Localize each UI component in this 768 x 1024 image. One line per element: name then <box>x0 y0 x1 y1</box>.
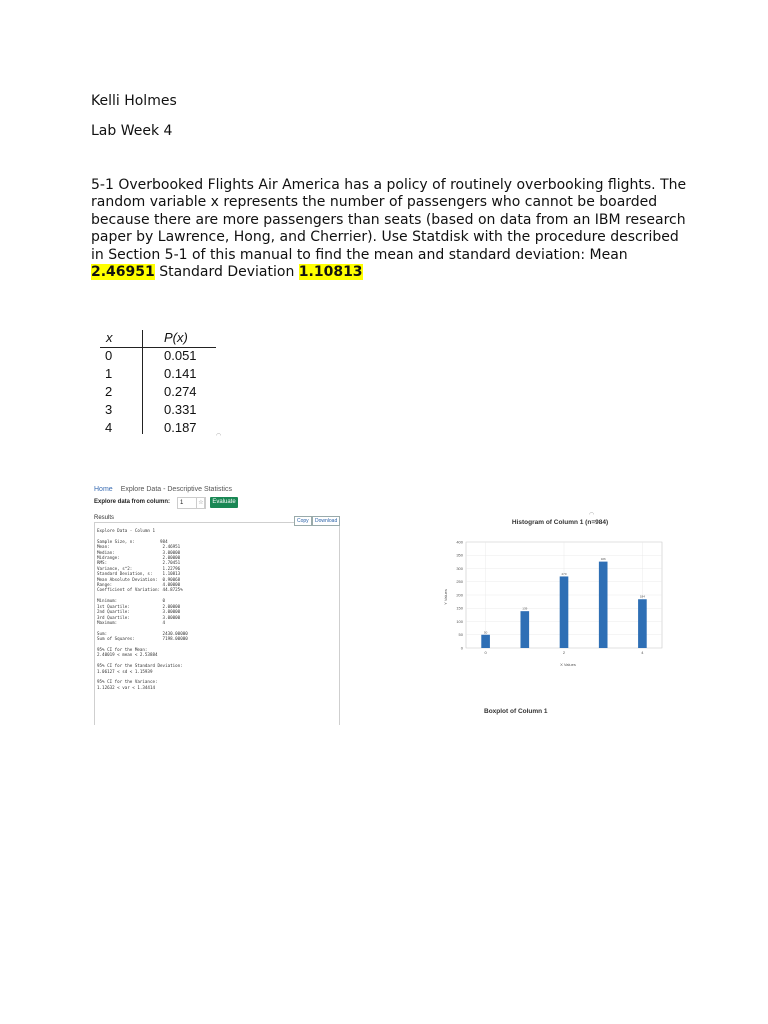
table-row-p: 0.274 <box>164 384 197 399</box>
y-tick-label: 100 <box>456 618 463 624</box>
column-select[interactable]: 1 <box>177 497 205 509</box>
x-tick-label: 0 <box>484 650 487 655</box>
table-row-p: 0.187 <box>164 420 197 435</box>
histogram-chart <box>440 512 680 672</box>
table-divider-horizontal <box>100 347 216 348</box>
page-heading: Explore Data - Descriptive Statistics <box>120 486 232 493</box>
question-text: 5-1 Overbooked Flights Air America has a policy of routinely overbooking flights. The random variable x represents the number of passengers who cannot be boarded because there are more passengers than seats (based on data from an IBM research paper by Lawrence, Hong, and Cherrier). Use Statdisk with the procedure described in Section 5-1 of this manual to find the mean and standard deviation: Mean <box>91 177 687 263</box>
bar-value-label: 326 <box>600 557 606 562</box>
y-tick-label: 350 <box>456 552 463 558</box>
explore-column-label: Explore data from column: <box>94 499 171 505</box>
table-header-x: x <box>106 330 113 345</box>
y-tick-label: 150 <box>456 605 463 611</box>
y-tick-label: 50 <box>458 632 463 638</box>
image-anchor-icon: ◠ <box>589 512 595 518</box>
table-row-x: 0 <box>105 348 113 363</box>
histogram-bar <box>638 599 647 648</box>
y-tick-label: 400 <box>456 539 463 545</box>
results-text: Explore Data - Column 1 Sample Size, n: 984 Mean: 2.46951 Median: 3.00000 Midrange: 2.00000 RMS: 2.70451 Variance, s^2: 1.22796 Standard Deviation, s: 1.10813 Mean Absolute Deviation: 0.90068 Range: 4.00000 Coefficient of Variation: 44.8725% Minimum: 0 1st Quartile: 2.00000 2nd Quartile: 3.00000 3rd Quartile: 3.00000 Maximum: 4 Sum: 2430.00000 Sum of Squares: 7198.00000 95% CI for the Mean: 2.40019 < mean < 2.53884 95% CI for the Standard Deviation: 1.06127 < sd < 1.15939 95% CI for the Variance: 1.12632 < var < 1.34414 <box>97 528 188 690</box>
table-row-p: 0.331 <box>164 402 197 417</box>
statdisk-screenshot <box>92 484 680 725</box>
y-axis-ticks <box>456 539 463 650</box>
histogram-bar <box>481 635 490 648</box>
question-paragraph <box>91 177 691 281</box>
y-tick-label: 300 <box>456 565 463 571</box>
author-name: Kelli Holmes <box>91 93 177 109</box>
histogram-bar <box>520 611 529 648</box>
download-button[interactable]: Download <box>312 516 340 526</box>
histogram-bar <box>560 576 569 648</box>
mean-value: 2.46951 <box>91 264 155 281</box>
table-row-p: 0.051 <box>164 348 197 363</box>
table-row-p: 0.141 <box>164 366 197 381</box>
probability-table <box>98 328 223 440</box>
x-tick-label: 2 <box>562 650 566 655</box>
table-row-x: 3 <box>105 402 113 417</box>
evaluate-button[interactable]: Evaluate <box>210 497 238 508</box>
statdisk-title-bar <box>94 486 232 493</box>
y-tick-label: 250 <box>456 579 463 585</box>
y-tick-label: 200 <box>456 592 463 598</box>
bar-value-label: 139 <box>522 606 528 611</box>
bar-value-label: 50 <box>483 630 488 635</box>
bar-value-label: 184 <box>639 594 645 599</box>
home-link[interactable]: Home <box>94 486 113 493</box>
x-axis-label: X Values <box>560 662 576 667</box>
y-axis-label: Y Values <box>443 589 448 605</box>
bar-value-label: 270 <box>561 571 567 576</box>
x-tick-label: 4 <box>641 650 644 655</box>
y-tick-label: 0 <box>460 645 463 651</box>
table-divider-vertical <box>142 330 143 434</box>
copy-button[interactable]: Copy <box>294 516 312 526</box>
results-label: Results <box>94 515 115 521</box>
x-axis-ticks <box>484 650 644 655</box>
boxplot-title: Boxplot of Column 1 <box>484 708 548 715</box>
lab-title: Lab Week 4 <box>91 123 173 139</box>
histogram-title: Histogram of Column 1 (n=984) <box>511 519 609 526</box>
star-icon[interactable]: ☆ <box>196 497 206 509</box>
sd-label: Standard Deviation <box>159 264 295 281</box>
table-row-x: 4 <box>105 420 113 435</box>
table-row-x: 1 <box>105 366 113 381</box>
histogram-bar <box>599 562 608 648</box>
sd-value: 1.10813 <box>298 264 363 281</box>
table-row-x: 2 <box>105 384 113 399</box>
image-anchor-icon: ◠ <box>216 433 222 439</box>
table-header-px: P(x) <box>164 330 188 345</box>
